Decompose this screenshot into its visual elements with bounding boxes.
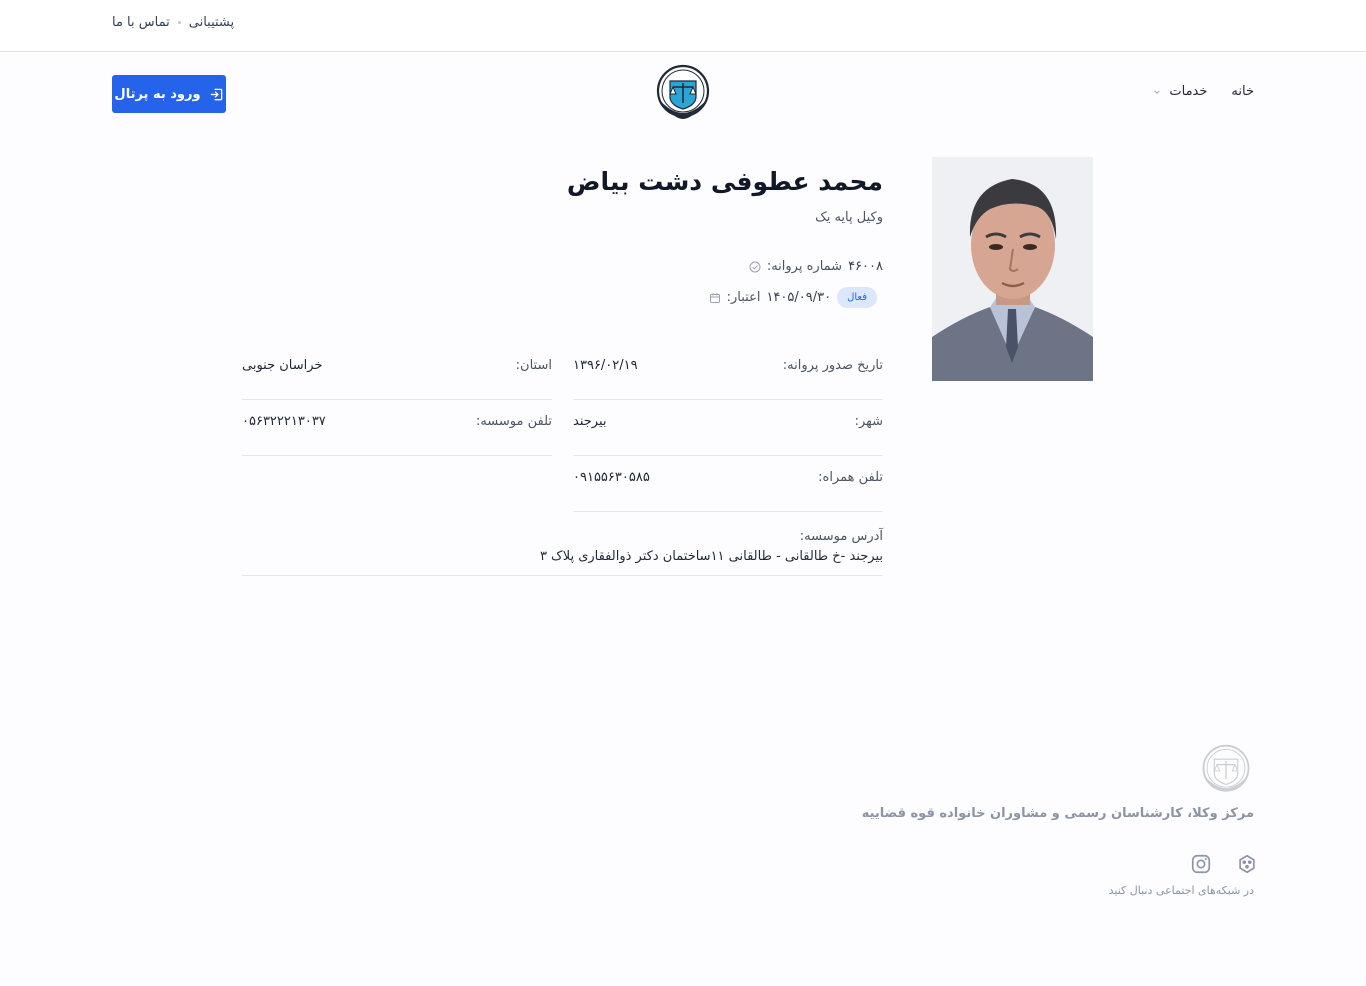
- issue-date-value: ۱۳۹۶/۰۲/۱۹: [573, 358, 638, 373]
- province-label: استان:: [515, 358, 552, 373]
- license-row: [749, 259, 883, 274]
- calendar-icon: [709, 292, 721, 304]
- chevron-down-icon: [1153, 88, 1161, 96]
- issue-date-label: تاریخ صدور پروانه:: [782, 358, 883, 373]
- address-label: آدرس موسسه:: [799, 529, 883, 544]
- address-field: [242, 520, 883, 576]
- contact-link[interactable]: تماس با ما: [112, 15, 170, 30]
- license-label: شماره پروانه:: [766, 259, 843, 274]
- lawyer-grade: وکیل پایه یک: [815, 210, 883, 225]
- footer-follow-text: در شبکه‌های اجتماعی دنبال کنید: [1108, 884, 1254, 897]
- instagram-icon[interactable]: [1190, 853, 1212, 875]
- city-value: بیرجند: [573, 414, 607, 429]
- city-field: [573, 400, 883, 456]
- status-badge: فعال: [837, 287, 877, 308]
- portal-login-button[interactable]: [112, 75, 226, 113]
- rubika-icon[interactable]: [1236, 853, 1258, 875]
- license-number: ۴۶۰۰۸: [848, 259, 883, 274]
- judiciary-logo[interactable]: [653, 63, 713, 123]
- top-utility-bar: [0, 0, 1366, 52]
- lawyer-name: محمد عطوفی دشت بیاض: [566, 167, 883, 196]
- office-phone-value[interactable]: ۰۵۶۳۲۲۲۱۳۰۳۷: [242, 414, 326, 429]
- nav-home[interactable]: [1231, 84, 1254, 99]
- footer-logo: [1199, 743, 1253, 797]
- main-nav: [1153, 84, 1254, 99]
- office-phone-label: تلفن موسسه:: [475, 414, 552, 429]
- nav-services-dropdown[interactable]: [1153, 84, 1207, 99]
- city-label: شهر:: [854, 414, 883, 429]
- mobile-label: تلفن همراه:: [818, 470, 883, 485]
- validity-date: ۱۴۰۵/۰۹/۳۰: [766, 290, 832, 305]
- mobile-value[interactable]: ۰۹۱۵۵۶۳۰۵۸۵: [573, 470, 650, 485]
- nav-services-label: خدمات: [1169, 84, 1208, 99]
- province-field: [242, 344, 552, 400]
- province-value: خراسان جنوبی: [242, 358, 323, 373]
- utility-links: [112, 15, 234, 30]
- separator-dot: [178, 21, 181, 24]
- address-value: بیرجند -خ طالقانی - طالقانی ۱۱ساختمان دکتر ذوالفقاری پلاک ۳: [539, 549, 883, 564]
- issue-date-field: [573, 344, 883, 400]
- nav-home-label: خانه: [1231, 84, 1254, 99]
- login-icon: [209, 87, 224, 102]
- lawyer-photo: [932, 157, 1093, 381]
- portal-login-label: ورود به پرتال: [114, 86, 201, 102]
- social-links: [1190, 853, 1258, 875]
- validity-label: اعتبار:: [726, 290, 761, 305]
- footer-org-name: مرکز وکلا، کارشناسان رسمی و مشاوران خانواده قوه قضاییه: [861, 806, 1254, 821]
- check-circle-icon: [749, 261, 761, 273]
- validity-row: [709, 287, 883, 308]
- mobile-field: [573, 456, 883, 512]
- support-link[interactable]: پشتیبانی: [188, 15, 235, 30]
- office-phone-field: [242, 400, 552, 456]
